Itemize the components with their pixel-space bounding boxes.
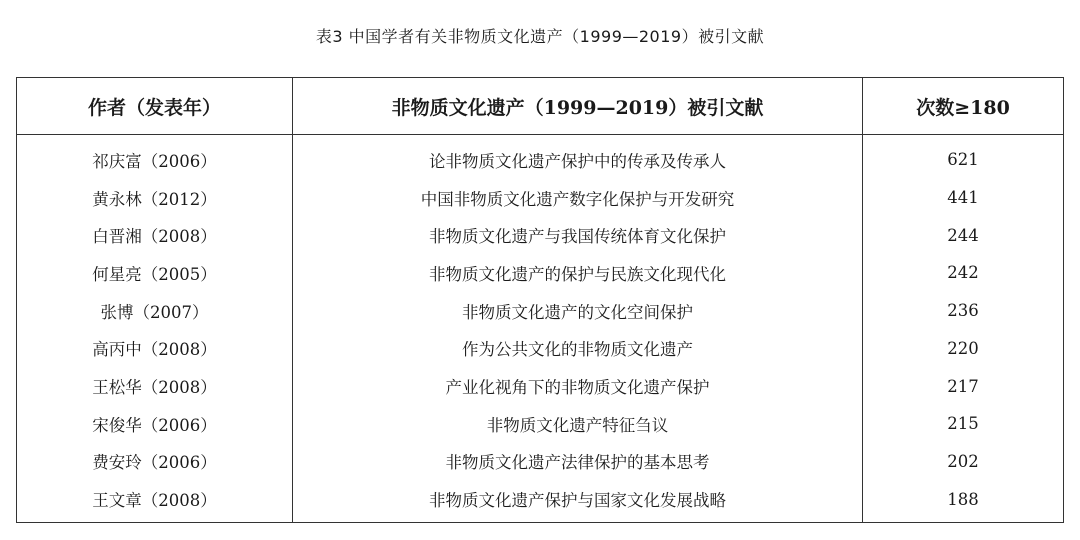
count-cell: 236 [863, 292, 1064, 330]
header-title: 非物质文化遗产（1999—2019）被引文献 [293, 78, 863, 135]
author-cell: 白晋湘（2008） [17, 216, 293, 254]
citation-table [16, 77, 1064, 523]
count-cell: 244 [863, 216, 1064, 254]
title-cell: 非物质文化遗产的文化空间保护 [293, 292, 863, 330]
count-cell: 188 [863, 480, 1064, 522]
count-cell: 441 [863, 179, 1064, 217]
count-cell: 217 [863, 367, 1064, 405]
count-cell: 242 [863, 254, 1064, 292]
table-row [17, 367, 1064, 405]
table-row [17, 329, 1064, 367]
title-cell: 中国非物质文化遗产数字化保护与开发研究 [293, 179, 863, 217]
count-cell: 202 [863, 443, 1064, 481]
title-cell: 非物质文化遗产与我国传统体育文化保护 [293, 216, 863, 254]
table-row [17, 405, 1064, 443]
title-cell: 产业化视角下的非物质文化遗产保护 [293, 367, 863, 405]
author-cell: 王松华（2008） [17, 367, 293, 405]
table-row [17, 480, 1064, 522]
table-header [17, 78, 1064, 135]
header-count: 次数≥180 [863, 78, 1064, 135]
table-row [17, 292, 1064, 330]
author-cell: 高丙中（2008） [17, 329, 293, 367]
author-cell: 黄永林（2012） [17, 179, 293, 217]
count-cell: 220 [863, 329, 1064, 367]
title-cell: 非物质文化遗产法律保护的基本思考 [293, 443, 863, 481]
table-body [17, 135, 1064, 523]
author-cell: 何星亮（2005） [17, 254, 293, 292]
table-row [17, 443, 1064, 481]
header-author: 作者（发表年） [17, 78, 293, 135]
author-cell: 祁庆富（2006） [17, 135, 293, 179]
table-row [17, 135, 1064, 179]
title-cell: 非物质文化遗产特征刍议 [293, 405, 863, 443]
table-caption: 表3 中国学者有关非物质文化遗产（1999—2019）被引文献 [315, 27, 765, 46]
count-cell: 621 [863, 135, 1064, 179]
table-row [17, 179, 1064, 217]
title-cell: 作为公共文化的非物质文化遗产 [293, 329, 863, 367]
title-cell: 非物质文化遗产的保护与民族文化现代化 [293, 254, 863, 292]
title-cell: 论非物质文化遗产保护中的传承及传承人 [293, 135, 863, 179]
count-cell: 215 [863, 405, 1064, 443]
title-cell: 非物质文化遗产保护与国家文化发展战略 [293, 480, 863, 522]
table-row [17, 254, 1064, 292]
table-row [17, 216, 1064, 254]
author-cell: 宋俊华（2006） [17, 405, 293, 443]
author-cell: 费安玲（2006） [17, 443, 293, 481]
author-cell: 王文章（2008） [17, 480, 293, 522]
author-cell: 张博（2007） [17, 292, 293, 330]
header-row [17, 78, 1064, 135]
